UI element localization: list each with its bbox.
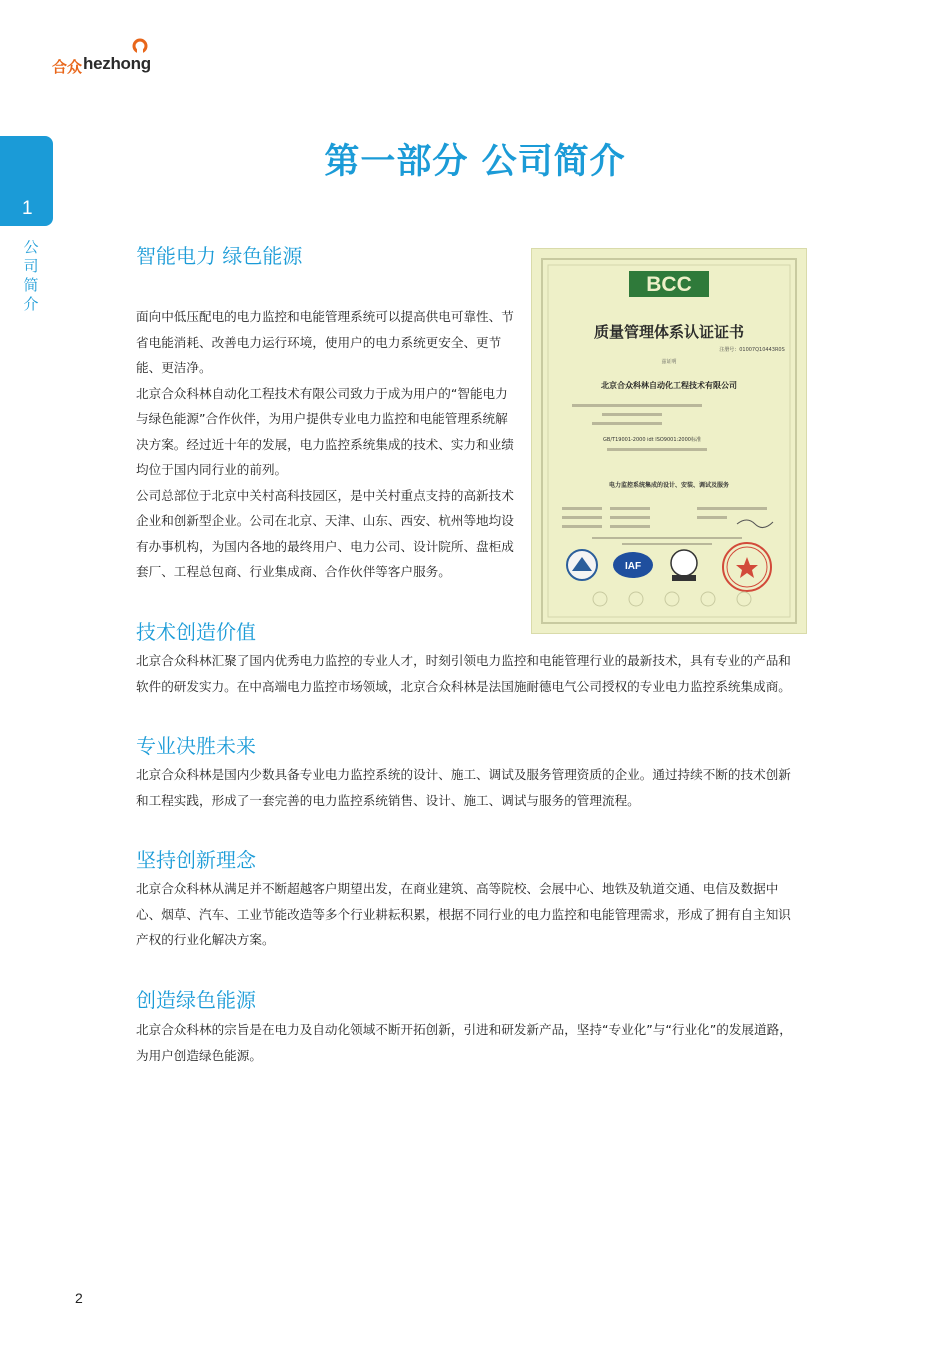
- paragraph: 北京合众科林的宗旨是在电力及自动化领域不断开拓创新，引进和研发新产品，坚持“专业化”与“行业化”的发展道路，为用户创造绿色能源。: [136, 1022, 792, 1063]
- paragraph: 面向中低压配电的电力监控和电能管理系统可以提高供电可靠性、节省电能消耗、改善电力运行环境，使用户的电力系统更安全、更节能、更洁净。: [136, 309, 514, 375]
- section-body: [136, 1017, 796, 1068]
- cert-number: 注册号：01007Q10443R0S: [719, 347, 785, 353]
- paragraph: 北京合众科林从满足并不断超越客户期望出发，在商业建筑、高等院校、会展中心、地铁及轨道交通、电信及数据中心、烟草、汽车、工业节能改造等多个行业耕耘积累，根据不同行业的电力监控和电能管理需求，形成了拥有自主知识产权的行业化解决方案。: [136, 881, 791, 947]
- paragraph: 公司总部位于北京中关村高科技园区，是中关村重点支持的高新技术企业和创新型企业。公司在北京、天津、山东、西安、杭州等地均设有办事机构，为国内各地的最终用户、电力公司、设计院所、盘柜成套厂、工程总包商、行业集成商、合作伙伴等客户服务。: [136, 487, 514, 579]
- cert-label: 兹证明: [661, 359, 677, 365]
- logo-text-cn: 合众: [52, 58, 83, 76]
- cert-brand: BCC: [646, 273, 692, 296]
- logo-mark-icon: [131, 38, 149, 54]
- chapter-number: 1: [22, 198, 33, 219]
- section-body: [136, 648, 796, 699]
- section-heading: 创造绿色能源: [136, 988, 256, 1012]
- section-body: [136, 304, 520, 585]
- svg-text:IAF: IAF: [624, 561, 642, 572]
- company-logo: [52, 38, 172, 78]
- cert-standard: GB/T19001-2000 idt ISO9001:2000标准: [603, 437, 701, 443]
- section-heading: 坚持创新理念: [136, 848, 256, 872]
- section-heading: 专业决胜未来: [136, 734, 256, 758]
- cert-title: 质量管理体系认证证书: [593, 323, 745, 341]
- paragraph: 北京合众科林是国内少数具备专业电力监控系统的设计、施工、调试及服务管理资质的企业。通过持续不断的技术创新和工程实践，形成了一套完善的电力监控系统销售、设计、施工、调试与服务的管理流程。: [136, 767, 791, 808]
- cert-company: 北京合众科林自动化工程技术有限公司: [601, 380, 737, 390]
- page-number: 2: [75, 1290, 83, 1306]
- logo-text-en: hezhong: [83, 54, 151, 73]
- section-body: [136, 762, 796, 813]
- section-body: [136, 876, 796, 953]
- paragraph: 北京合众科林汇聚了国内优秀电力监控的专业人才，时刻引领电力监控和电能管理行业的最新技术，具有专业的产品和软件的研发实力。在中高端电力监控市场领域，北京合众科林是法国施耐德电气公司授权的专业电力监控系统集成商。: [136, 653, 791, 694]
- certificate-graphic: [532, 249, 806, 633]
- chapter-label: 公司简介: [23, 238, 39, 313]
- section-heading: 智能电力 绿色能源: [136, 244, 303, 268]
- section-heading: 技术创造价值: [136, 620, 256, 644]
- cert-scope: 电力监控系统集成的设计、安装、调试及服务: [608, 482, 730, 489]
- paragraph: 北京合众科林自动化工程技术有限公司致力于成为用户的“智能电力与绿色能源”合作伙伴，为用户提供专业电力监控和电能管理系统解决方案。经过近十年的发展，电力监控系统集成的技术、实力和业绩均位于国内同行业的前列。: [136, 385, 514, 477]
- certificate-image: [531, 248, 807, 634]
- page-title: 第一部分 公司简介: [324, 142, 626, 182]
